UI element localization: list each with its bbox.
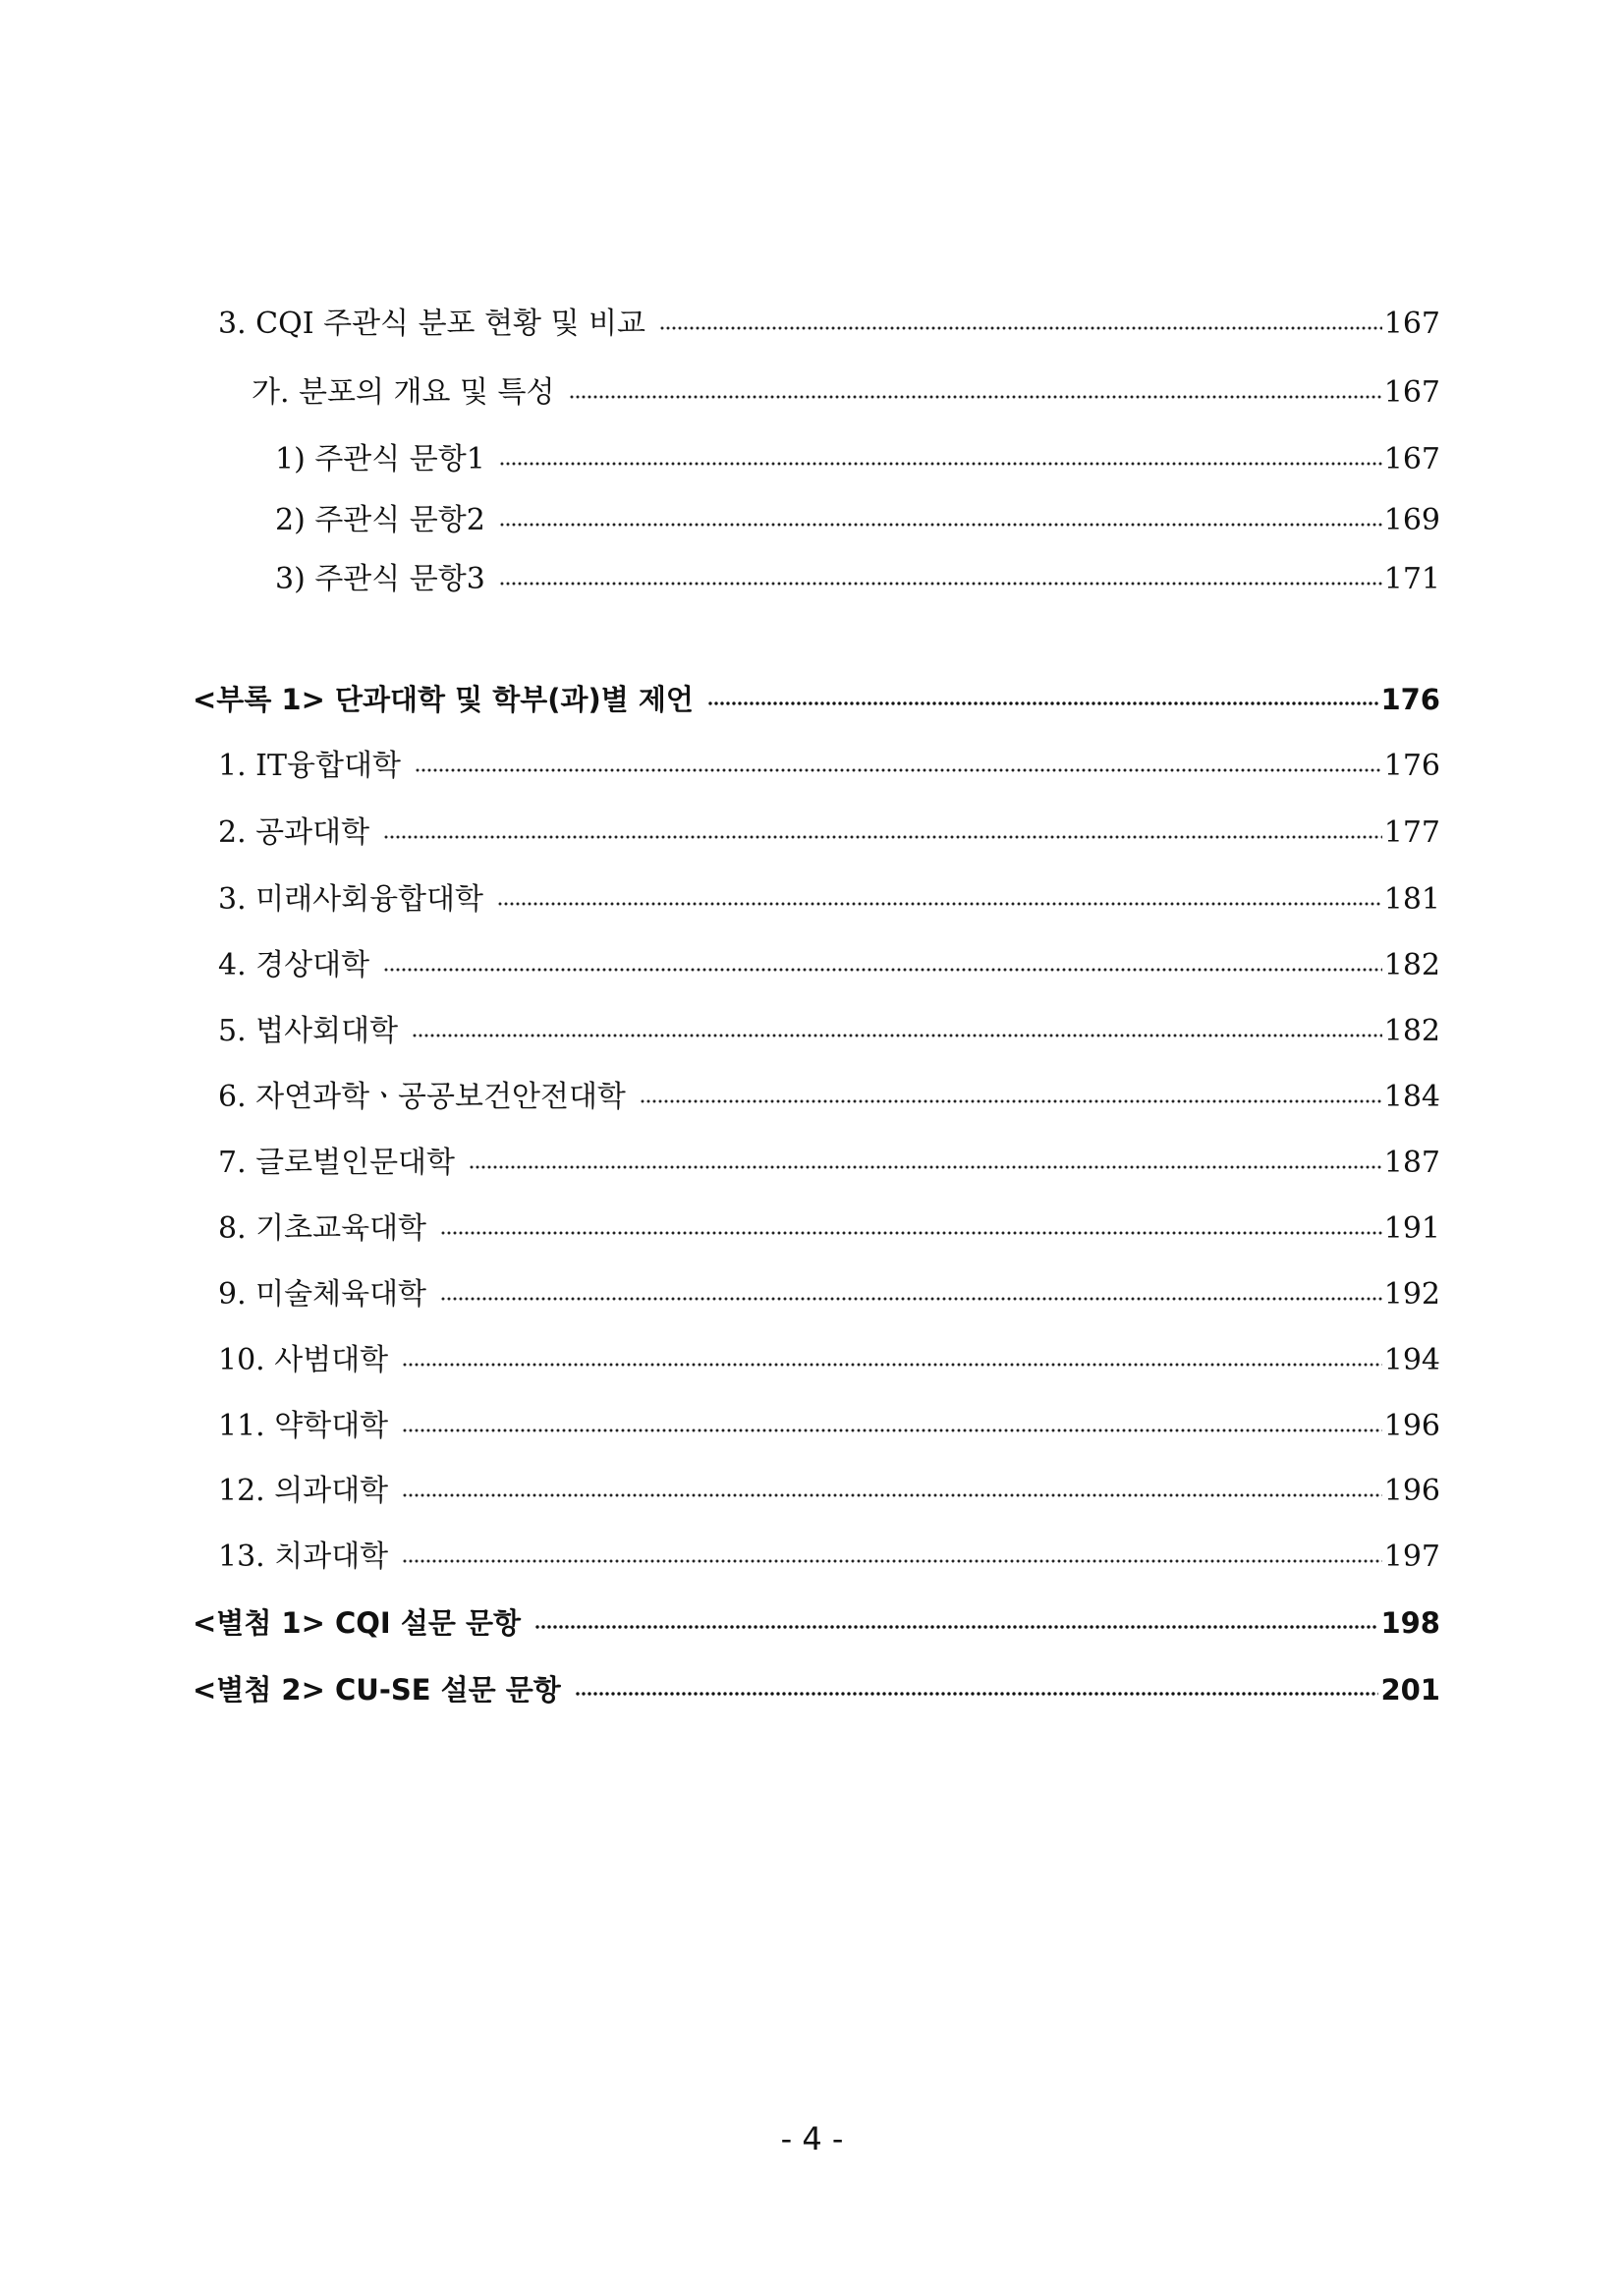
- toc-entry-label: 8. 기초교육대학: [218, 1211, 427, 1246]
- toc-entry-page: 201: [1380, 1673, 1440, 1707]
- toc-entry[interactable]: [252, 365, 1440, 413]
- toc-entry[interactable]: [218, 872, 1440, 920]
- dot-leader: [402, 1362, 1382, 1368]
- dot-leader: [383, 834, 1382, 840]
- toc-entry-label: 11. 약학대학: [218, 1409, 389, 1443]
- toc-entry[interactable]: [218, 1136, 1440, 1183]
- toc-entry-page: 198: [1380, 1606, 1440, 1640]
- dot-leader: [534, 1624, 1378, 1630]
- dot-leader: [499, 522, 1382, 528]
- dot-leader: [412, 1033, 1382, 1038]
- toc-entry-page: 171: [1383, 562, 1440, 596]
- toc-entry[interactable]: [218, 1004, 1440, 1051]
- toc-entry[interactable]: [218, 1333, 1440, 1380]
- toc-entry-page: 196: [1383, 1474, 1440, 1508]
- toc-entry[interactable]: [275, 552, 1440, 599]
- toc-entry-label: 9. 미술체육대학: [218, 1277, 427, 1312]
- toc-entry-page: 176: [1380, 683, 1440, 716]
- toc-entry[interactable]: [275, 432, 1440, 479]
- toc-attachment-heading[interactable]: [193, 1596, 1440, 1643]
- toc-entry-label: 1. IT융합대학: [218, 749, 401, 783]
- toc-entry[interactable]: [218, 1070, 1440, 1117]
- toc-entry-page: 167: [1383, 307, 1440, 341]
- toc-entry-page: 191: [1383, 1211, 1440, 1246]
- toc-entry-label: 3. 미래사회융합대학: [218, 882, 483, 917]
- toc-entry-label: 2. 공과대학: [218, 815, 370, 850]
- toc-appendix-heading[interactable]: [193, 672, 1440, 719]
- toc-entry-label: 2) 주관식 문항2: [275, 503, 485, 537]
- toc-entry-page: 194: [1383, 1343, 1440, 1377]
- toc-entry[interactable]: [218, 297, 1440, 344]
- dot-leader: [402, 1558, 1382, 1564]
- toc-entry-label: 4. 경상대학: [218, 948, 370, 982]
- toc-entry-page: 176: [1383, 749, 1440, 783]
- toc-entry[interactable]: [275, 493, 1440, 540]
- toc-entry-page: 196: [1383, 1409, 1440, 1443]
- toc-entry-label: <부록 1> 단과대학 및 학부(과)별 제언: [193, 683, 694, 716]
- toc-entry-label: 7. 글로벌인문대학: [218, 1146, 456, 1180]
- toc-entry-label: 12. 의과대학: [218, 1474, 389, 1508]
- toc-entry[interactable]: [218, 806, 1440, 853]
- toc-entry[interactable]: [218, 739, 1440, 786]
- toc-entry-label: 5. 법사회대학: [218, 1014, 399, 1048]
- dot-leader: [402, 1492, 1382, 1498]
- toc-entry-label: 6. 자연과학ㆍ공공보건안전대학: [218, 1080, 626, 1114]
- dot-leader: [575, 1691, 1379, 1697]
- toc-entry-label: 1) 주관식 문항1: [275, 442, 485, 476]
- dot-leader: [499, 461, 1382, 467]
- toc-entry-page: 187: [1383, 1146, 1440, 1180]
- toc-entry[interactable]: [218, 1399, 1440, 1446]
- toc-entry-page: 169: [1383, 503, 1440, 537]
- dot-leader: [469, 1164, 1382, 1170]
- toc-entry-page: 182: [1383, 948, 1440, 982]
- toc-entry-page: 167: [1383, 442, 1440, 476]
- dot-leader: [707, 700, 1379, 706]
- toc-entry-label: 가. 분포의 개요 및 특성: [252, 375, 555, 410]
- dot-leader: [383, 967, 1382, 973]
- toc-entry[interactable]: [218, 938, 1440, 985]
- toc-entry-page: 181: [1383, 882, 1440, 917]
- toc-entry-page: 177: [1383, 815, 1440, 850]
- dot-leader: [569, 394, 1382, 400]
- toc-entry-label: 3. CQI 주관식 분포 현황 및 비교: [218, 307, 646, 341]
- dot-leader: [415, 767, 1382, 773]
- toc-entry-page: 192: [1383, 1277, 1440, 1312]
- dot-leader: [440, 1230, 1382, 1236]
- toc-entry-label: 3) 주관식 문항3: [275, 562, 485, 596]
- dot-leader: [659, 325, 1382, 331]
- toc-entry-page: 184: [1383, 1080, 1440, 1114]
- toc-attachment-heading[interactable]: [193, 1662, 1440, 1709]
- toc-entry-page: 197: [1383, 1540, 1440, 1574]
- toc-entry-label: <별첨 2> CU-SE 설문 문항: [193, 1673, 561, 1707]
- dot-leader: [440, 1296, 1382, 1302]
- toc-entry-label: 10. 사범대학: [218, 1343, 389, 1377]
- toc-entry[interactable]: [218, 1530, 1440, 1577]
- toc-entry-label: 13. 치과대학: [218, 1540, 389, 1574]
- dot-leader: [497, 901, 1382, 907]
- toc-entry-label: <별첨 1> CQI 설문 문항: [193, 1606, 521, 1640]
- toc-entry[interactable]: [218, 1267, 1440, 1315]
- toc-entry-page: 167: [1383, 375, 1440, 410]
- dot-leader: [499, 581, 1382, 587]
- dot-leader: [640, 1098, 1382, 1104]
- toc-entry[interactable]: [218, 1202, 1440, 1249]
- page-number: - 4 -: [780, 2120, 844, 2157]
- toc-entry-page: 182: [1383, 1014, 1440, 1048]
- toc-entry[interactable]: [218, 1464, 1440, 1511]
- dot-leader: [402, 1428, 1382, 1433]
